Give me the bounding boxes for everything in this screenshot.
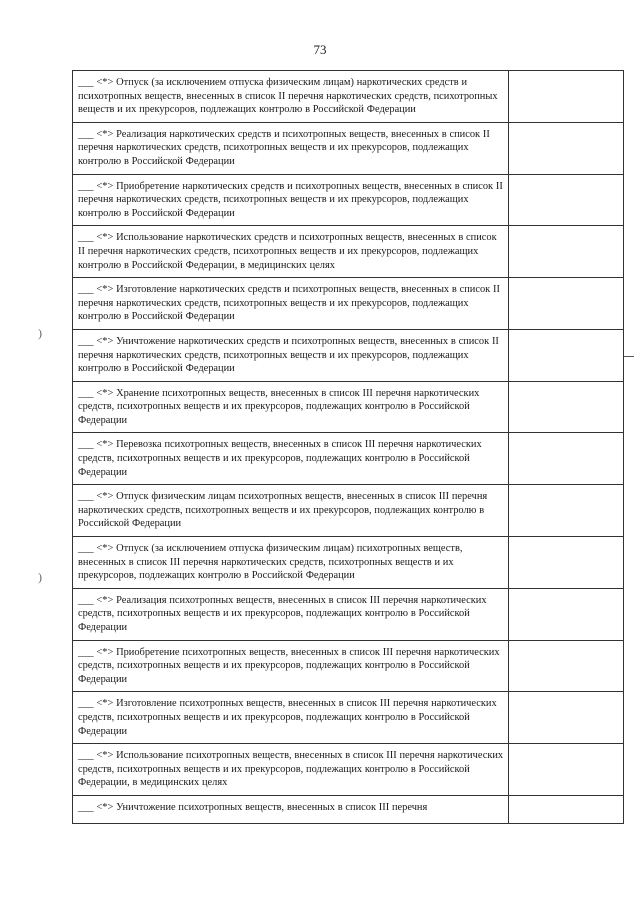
- activity-description: ___ <*> Приобретение психотропных веществ, внесенных в список III перечня наркотических средств, психотропных веществ и их прекурсоров, подлежащих контролю в Российской Федерации: [73, 640, 509, 692]
- table-row: [73, 226, 624, 278]
- blank-cell: [509, 692, 624, 744]
- activity-table-body: [73, 71, 624, 824]
- table-row: [73, 537, 624, 589]
- activity-description: ___ <*> Реализация психотропных веществ, внесенных в список III перечня наркотических средств, психотропных веществ и их прекурсоров, подлежащих контролю в Российской Федерации: [73, 588, 509, 640]
- blank-cell: [509, 122, 624, 174]
- activity-description: ___ <*> Уничтожение наркотических средств и психотропных веществ, внесенных в список II перечня наркотических средств, психотропных веществ и их прекурсоров, подлежащих контролю в Российской Федерации: [73, 329, 509, 381]
- blank-cell: [509, 640, 624, 692]
- table-row: [73, 433, 624, 485]
- blank-cell: [509, 174, 624, 226]
- activity-description: ___ <*> Изготовление наркотических средств и психотропных веществ, внесенных в список II перечня наркотических средств, психотропных веществ и их прекурсоров, подлежащих контролю в Российской Федерации: [73, 278, 509, 330]
- activity-description: ___ <*> Отпуск (за исключением отпуска физическим лицам) наркотических средств и психотропных веществ, внесенных в список II перечня наркотических средств, психотропных веществ и их прекурсоров, подлежащих контролю в Российской Федерации: [73, 71, 509, 123]
- blank-cell: [509, 744, 624, 796]
- table-row: [73, 640, 624, 692]
- blank-cell: [509, 795, 624, 823]
- page-number: 73: [313, 42, 327, 57]
- blank-cell: [509, 433, 624, 485]
- activity-description: ___ <*> Хранение психотропных веществ, внесенных в список III перечня наркотических средств, психотропных веществ и их прекурсоров, подлежащих контролю в Российской Федерации: [73, 381, 509, 433]
- activity-description: ___ <*> Изготовление психотропных веществ, внесенных в список III перечня наркотических средств, психотропных веществ и их прекурсоров, подлежащих контролю в Российской Федерации: [73, 692, 509, 744]
- table-row: [73, 174, 624, 226]
- table-row: [73, 744, 624, 796]
- activity-description: ___ <*> Отпуск (за исключением отпуска физическим лицам) психотропных веществ, внесенных в список III перечня наркотических средств, психотропных веществ и их прекурсоров, подлежащих контролю в Российской Федерации: [73, 537, 509, 589]
- activity-description: ___ <*> Реализация наркотических средств и психотропных веществ, внесенных в список II перечня наркотических средств, психотропных веществ и их прекурсоров, подлежащих контролю в Российской Федерации: [73, 122, 509, 174]
- blank-cell: [509, 71, 624, 123]
- activity-description: ___ <*> Приобретение наркотических средств и психотропных веществ, внесенных в список II перечня наркотических средств, психотропных веществ и их прекурсоров, подлежащих контролю в Российской Федерации: [73, 174, 509, 226]
- blank-cell: [509, 537, 624, 589]
- table-row: [73, 588, 624, 640]
- blank-cell: [509, 226, 624, 278]
- activity-description: ___ <*> Использование наркотических средств и психотропных веществ, внесенных в список II перечня наркотических средств, психотропных веществ и их прекурсоров, подлежащих контролю в Российской Федерации, в медицинских целях: [73, 226, 509, 278]
- activity-table: [72, 70, 624, 824]
- table-row: [73, 71, 624, 123]
- blank-cell: [509, 329, 624, 381]
- margin-mark: ): [38, 570, 42, 584]
- table-row: [73, 122, 624, 174]
- blank-cell: [509, 278, 624, 330]
- table-row: [73, 795, 624, 823]
- table-row: [73, 381, 624, 433]
- edge-mark: [624, 356, 634, 357]
- table-row: [73, 485, 624, 537]
- table-row: [73, 278, 624, 330]
- activity-description: ___ <*> Использование психотропных веществ, внесенных в список III перечня наркотических средств, психотропных веществ и их прекурсоров, подлежащих контролю в Российской Федерации, в медицинских целях: [73, 744, 509, 796]
- blank-cell: [509, 381, 624, 433]
- activity-description: ___ <*> Уничтожение психотропных веществ, внесенных в список III перечня: [73, 795, 509, 823]
- table-row: [73, 329, 624, 381]
- blank-cell: [509, 588, 624, 640]
- blank-cell: [509, 485, 624, 537]
- activity-description: ___ <*> Перевозка психотропных веществ, внесенных в список III перечня наркотических средств, психотропных веществ и их прекурсоров, подлежащих контролю в Российской Федерации: [73, 433, 509, 485]
- margin-mark: ): [38, 326, 42, 340]
- table-row: [73, 692, 624, 744]
- activity-description: ___ <*> Отпуск физическим лицам психотропных веществ, внесенных в список III перечня наркотических средств, психотропных веществ и их прекурсоров, подлежащих контролю в Российской Федерации: [73, 485, 509, 537]
